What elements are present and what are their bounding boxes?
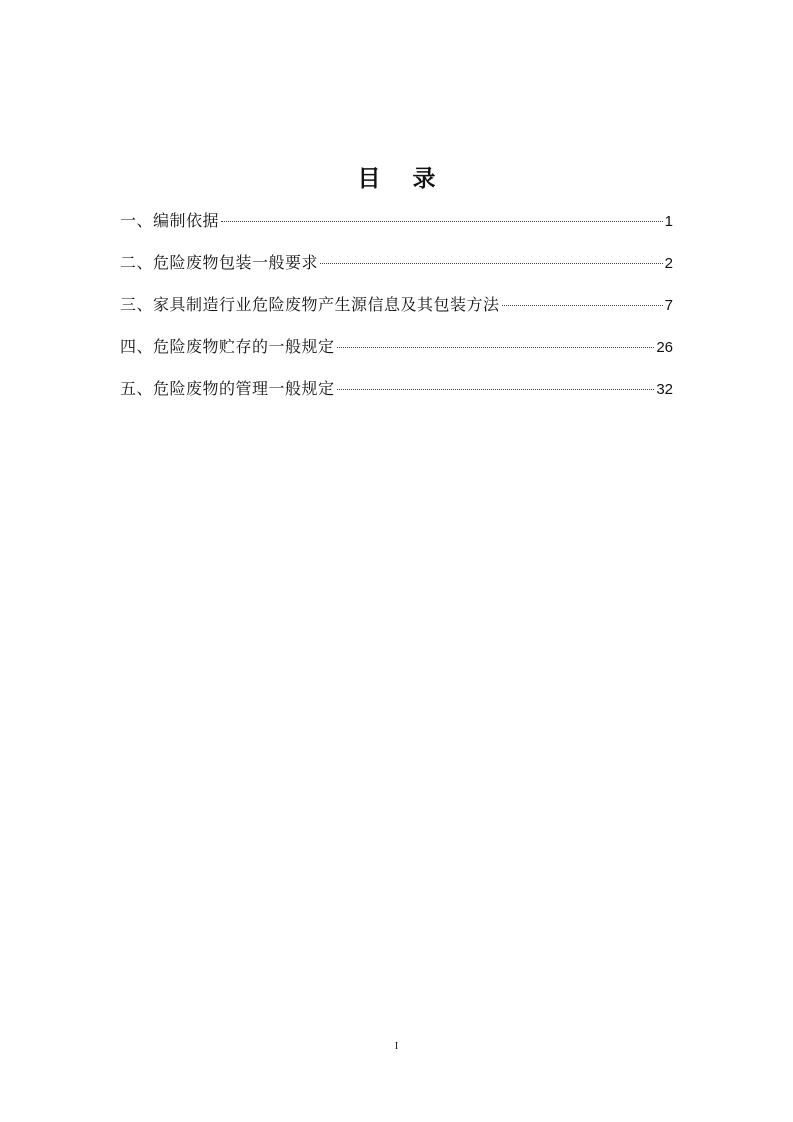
toc-entry[interactable] [120, 333, 673, 375]
toc-entry-text[interactable]: 三、家具制造行业危险废物产生源信息及其包装方法 [120, 295, 500, 314]
toc-page-number[interactable]: 7 [664, 297, 673, 314]
toc-entry[interactable] [120, 207, 673, 249]
toc-page-number[interactable]: 1 [664, 213, 673, 230]
table-of-contents [120, 207, 673, 417]
toc-entry[interactable] [120, 291, 673, 333]
toc-title: 目 录 [357, 166, 448, 192]
toc-entry-text[interactable]: 一、编制依据 [120, 211, 220, 230]
toc-page-number[interactable]: 26 [656, 339, 673, 356]
toc-entry-text[interactable]: 二、危险废物包装一般要求 [120, 253, 319, 272]
toc-entry-text[interactable]: 五、危险废物的管理一般规定 [120, 379, 335, 398]
toc-dot-leader [337, 347, 655, 348]
toc-dot-leader [337, 389, 655, 390]
footer-page-number: I [394, 1041, 399, 1052]
toc-page-number[interactable]: 32 [656, 381, 673, 398]
toc-dot-leader [502, 305, 663, 306]
toc-page-number[interactable]: 2 [664, 255, 673, 272]
toc-entry-text[interactable]: 四、危险废物贮存的一般规定 [120, 337, 335, 356]
toc-entry[interactable] [120, 249, 673, 291]
toc-dot-leader [221, 221, 663, 222]
toc-dot-leader [320, 263, 663, 264]
toc-entry[interactable] [120, 375, 673, 417]
